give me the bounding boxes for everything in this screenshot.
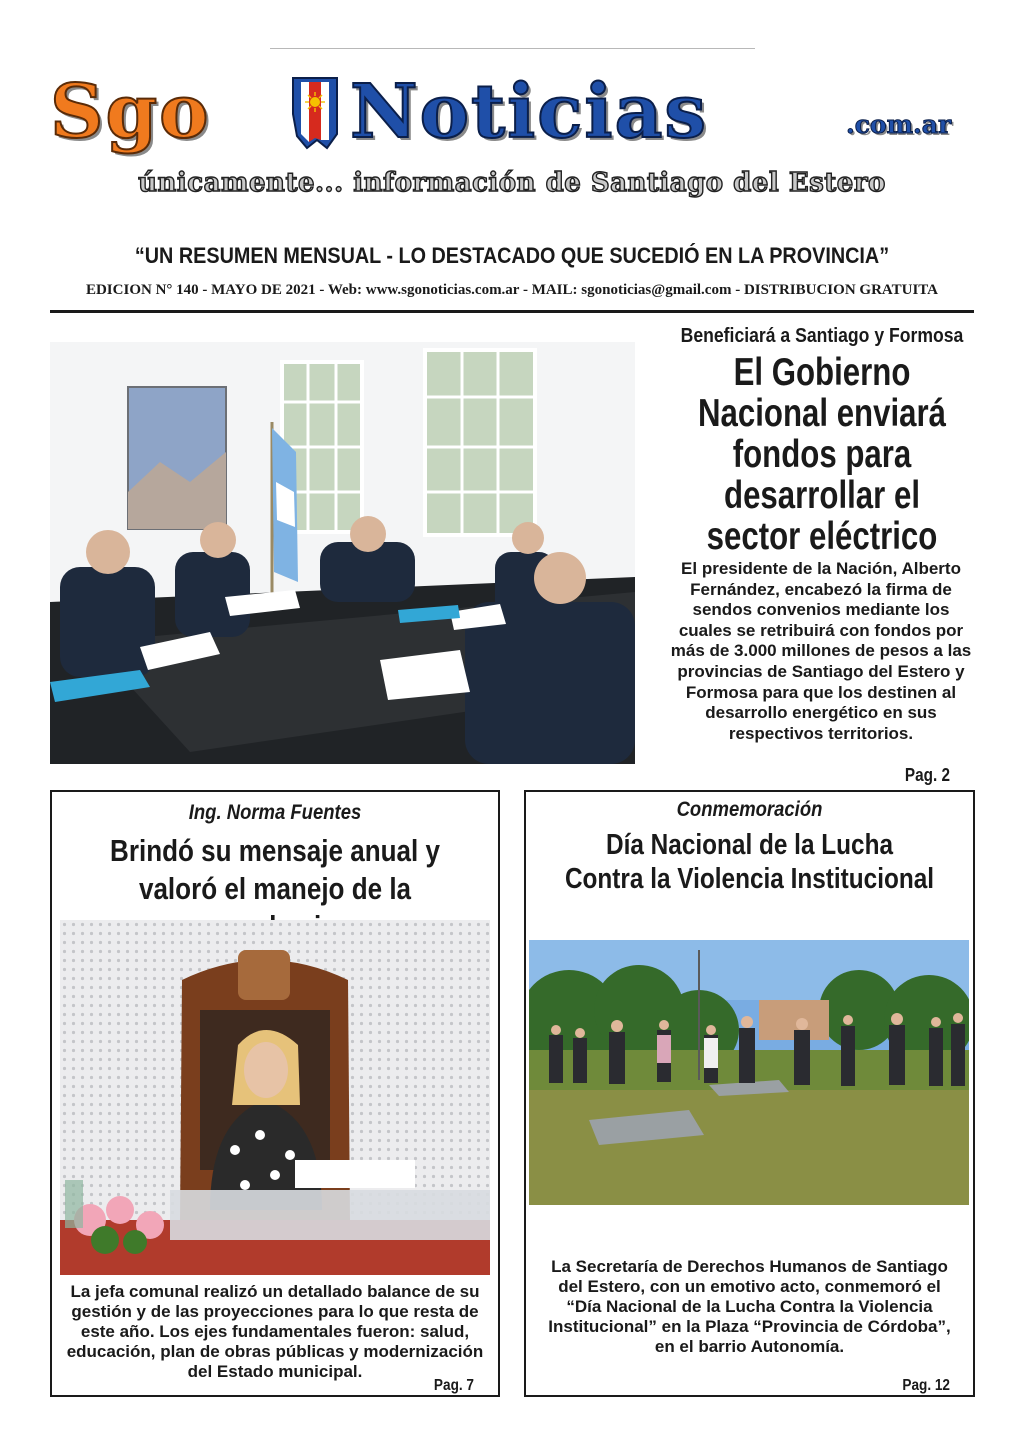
logo-noticias: Noticias [350,69,709,155]
edition-tagline: “UN RESUMEN MENSUAL - LO DESTACADO QUE SUCEDIÓ EN LA PROVINCIA” [134,243,890,268]
story-left-headline-line: valoró el manejo de la [138,871,412,906]
story-left-page-ref: Pag. 7 [433,1377,474,1394]
story-right-kicker: Conmemoración [676,798,823,821]
story-right-headline-line: Contra la Violencia Institucional [564,863,935,895]
lead-headline [676,352,967,557]
lead-headline-line: desarrollar el [724,474,920,517]
story-left-photo [60,920,490,1275]
lead-photo-meeting [50,342,635,764]
story-right-summary: La Secretaría de Derechos Humanos de Santiago del Estero, con un emotivo acto, conmemoró el “Día Nacional de la Lucha Contra la Violencia Institucional” en la Plaza “Provincia de Córdoba”, en el barrio Autonomía. [548,1257,951,1356]
story-left-summary: La jefa comunal realizó un detallado balance de su gestión y de las proyecciones para lo que resta de este año. Los ejes fundamentales fueron: salud, educación, plan de obras públicas y modernización del Estado municipal. [66,1282,484,1381]
lead-summary: El presidente de la Nación, Alberto Fernández, encabezó la firma de sendos convenios mediante los cuales se retribuirá con fondos por más de 3.000 millones de pesos a las provincias de Santiago del Estero y Formosa para que los destinen al desarrollo energético en sus respectivos territorios. [670,559,972,743]
story-right-photo [529,940,969,1205]
story-left-kicker: Ing. Norma Fuentes [188,801,362,824]
santiago-flag-icon [287,74,343,152]
logo-sgo: Sgo [50,69,211,155]
lead-headline-line: El Gobierno [733,351,911,394]
edition-info: EDICION N° 140 - MAYO DE 2021 - Web: www.sgonoticias.com.ar - MAIL: sgonoticias@gmail.com - DISTRIBUCION GRATUITA [85,282,939,298]
story-right-headline-line: Día Nacional de la Lucha [606,829,893,861]
header-rule [50,310,974,313]
masthead-slogan: únicamente... información de Santiago del Estero [138,168,886,198]
lead-kicker: Beneficiará a Santiago y Formosa [680,325,964,347]
story-left-headline-line: Brindó su mensaje anual y [110,833,440,868]
lead-headline-line: Nacional enviará [698,392,946,435]
story-box-left [50,790,500,1397]
lead-headline-line: sector eléctrico [706,515,938,558]
top-hairline [270,48,755,49]
lead-headline-line: fondos para [732,433,912,476]
story-right-headline [562,828,937,896]
lead-page-ref: Pag. 2 [904,765,950,785]
story-box-right [524,790,975,1397]
masthead [50,68,980,164]
logo-domain-suffix: .com.ar [846,110,952,139]
story-right-page-ref: Pag. 12 [902,1377,950,1394]
